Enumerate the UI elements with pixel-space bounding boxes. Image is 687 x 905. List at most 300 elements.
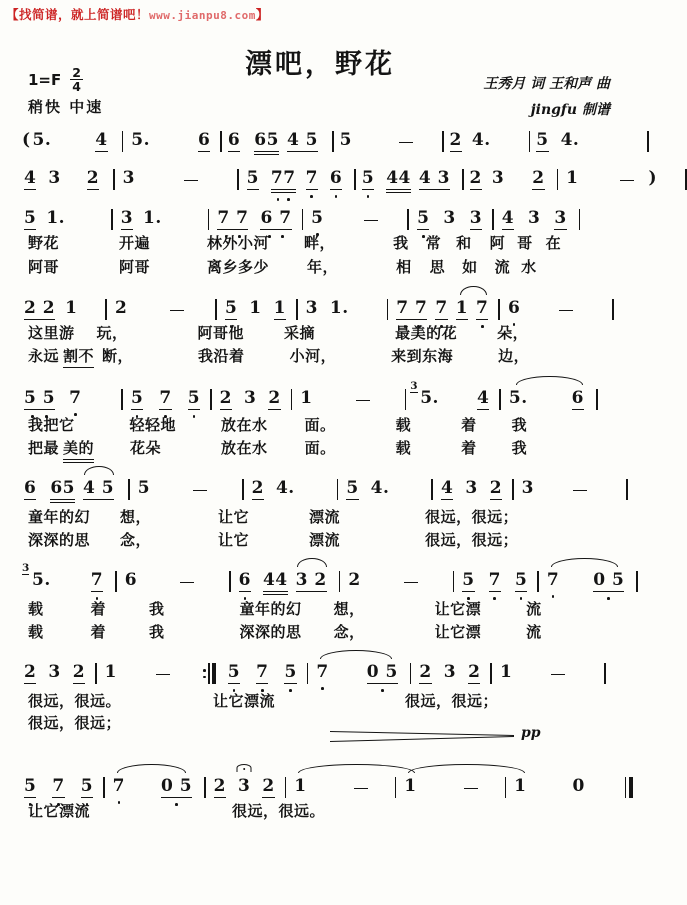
low-octave-dots bbox=[273, 198, 294, 201]
note bbox=[528, 209, 540, 230]
note-text: 5. bbox=[32, 130, 52, 151]
decrescendo-hairpin bbox=[330, 729, 516, 748]
note bbox=[306, 169, 318, 190]
barline bbox=[431, 479, 433, 500]
duration-dash bbox=[619, 171, 635, 190]
lyric-segment: 断， bbox=[102, 347, 134, 365]
music-line-2 bbox=[20, 164, 687, 190]
slur-arc bbox=[117, 764, 186, 773]
note-text: 7 bbox=[69, 388, 82, 409]
note bbox=[316, 663, 328, 684]
lyric-segment: 阿哥他 bbox=[197, 324, 245, 342]
note bbox=[249, 299, 261, 320]
duration-dash bbox=[558, 301, 574, 320]
lyrics-line-8-2 bbox=[20, 712, 121, 735]
note bbox=[450, 131, 462, 152]
duration-dash bbox=[550, 665, 566, 684]
note bbox=[131, 389, 143, 410]
note bbox=[260, 209, 291, 230]
lyric-segment: 深深的思 bbox=[28, 531, 91, 549]
lyrics-line-4-2 bbox=[20, 345, 529, 368]
note-text: 5 bbox=[311, 208, 324, 229]
note bbox=[470, 169, 482, 190]
note bbox=[228, 663, 240, 684]
note-text: 2 bbox=[115, 298, 128, 319]
lyric-segment: 把最 bbox=[28, 439, 60, 457]
note bbox=[417, 209, 429, 230]
note bbox=[330, 299, 349, 320]
note-text: 1 bbox=[104, 662, 117, 683]
barline bbox=[103, 777, 105, 798]
note-text: 2 bbox=[213, 776, 226, 797]
music-line-1 bbox=[20, 126, 649, 152]
duration-dash bbox=[398, 133, 414, 152]
note-text: 4 bbox=[95, 130, 108, 151]
note-text: 2 bbox=[468, 662, 481, 683]
lyric-segment: 童年的幻 bbox=[239, 600, 302, 618]
lyric-segment: 林外小河 bbox=[207, 234, 270, 252]
note-text: 1 bbox=[455, 298, 469, 319]
barline bbox=[229, 571, 231, 592]
note-text: 5 bbox=[137, 478, 151, 499]
music-line-5 bbox=[20, 380, 598, 410]
note-text: 7 7 bbox=[396, 298, 428, 319]
music-line-9 bbox=[20, 772, 633, 798]
lyric-segment: 野花 bbox=[28, 234, 60, 252]
note-text: 77 bbox=[270, 168, 296, 189]
lyric-segment: 让它漂流 bbox=[28, 802, 91, 820]
barline bbox=[337, 479, 339, 500]
note bbox=[91, 571, 103, 592]
note bbox=[593, 571, 624, 592]
note-text: 6 bbox=[227, 130, 241, 151]
barline bbox=[291, 389, 293, 410]
barline bbox=[537, 571, 539, 592]
note bbox=[514, 777, 526, 798]
note-text: 7 bbox=[90, 570, 104, 591]
note-text: 1. bbox=[143, 208, 162, 229]
note-text: 3 bbox=[521, 478, 534, 499]
note bbox=[522, 479, 534, 500]
note-text: 6 7 bbox=[260, 208, 292, 229]
note-text: 0 5 bbox=[366, 662, 398, 683]
note bbox=[472, 131, 491, 152]
time-signature-denominator: 4 bbox=[72, 79, 81, 95]
note bbox=[115, 299, 127, 320]
lyric-segment: 轻轻地 bbox=[129, 416, 177, 434]
note bbox=[396, 299, 427, 320]
barline bbox=[339, 571, 341, 592]
barline bbox=[405, 389, 407, 410]
note-text: 1 bbox=[65, 298, 78, 319]
barline bbox=[122, 131, 124, 152]
note-text: 3 bbox=[491, 168, 505, 189]
note-text: 6 bbox=[329, 168, 343, 189]
barline bbox=[492, 209, 494, 230]
note bbox=[311, 209, 323, 230]
note-text: 5 bbox=[131, 388, 144, 409]
barline bbox=[115, 571, 117, 592]
note-text: 1 bbox=[273, 298, 286, 319]
note-text: 5 bbox=[417, 208, 430, 229]
note-text: 1. bbox=[329, 298, 349, 319]
barline bbox=[529, 131, 531, 152]
lyric-segment: 着 bbox=[461, 439, 477, 457]
watermark-bracket: 】 bbox=[255, 7, 269, 22]
note-text: 1 bbox=[300, 388, 313, 409]
lyric-segment: 很远，很远。 bbox=[232, 802, 326, 820]
barline bbox=[354, 169, 356, 190]
note bbox=[443, 209, 455, 230]
slur-arc bbox=[551, 558, 618, 567]
note-text: 7 bbox=[52, 776, 65, 797]
lyric-segment: 让它漂 bbox=[434, 623, 482, 641]
lyric-segment: 很远，很远； bbox=[405, 692, 499, 710]
lyric-segment: 童年的幻 bbox=[28, 508, 91, 526]
note-text: 5 bbox=[187, 388, 201, 409]
lyric-segment: 相 bbox=[396, 258, 412, 276]
note-text: 5 bbox=[80, 776, 94, 797]
barline bbox=[505, 777, 507, 798]
note-text: 7 bbox=[476, 298, 489, 319]
note bbox=[271, 169, 296, 190]
lyric-segment: 让它 bbox=[218, 531, 250, 549]
note bbox=[105, 663, 117, 684]
lyric-segment: 我沿着 bbox=[198, 347, 245, 365]
lyrics-line-3-1 bbox=[20, 232, 561, 255]
lyric-segment: 深深的思 bbox=[239, 623, 302, 641]
note-text: ( bbox=[22, 130, 31, 151]
duration-dash bbox=[179, 573, 195, 592]
lyric-segment: 年， bbox=[307, 258, 339, 276]
note bbox=[536, 131, 548, 152]
lyric-segment: 流 bbox=[526, 600, 542, 618]
lyric-segment: 让它 bbox=[218, 508, 250, 526]
lyric-segment: 阿哥 bbox=[28, 258, 60, 276]
lyric-segment: 让它漂 bbox=[434, 600, 482, 618]
note-text: 0 bbox=[572, 776, 585, 797]
note-text: 2 bbox=[489, 478, 503, 499]
slur-arc bbox=[298, 764, 415, 773]
note-text: 5. bbox=[508, 388, 528, 409]
note bbox=[404, 777, 416, 798]
note bbox=[444, 663, 456, 684]
note bbox=[362, 169, 374, 190]
note bbox=[244, 389, 256, 410]
barline bbox=[332, 131, 334, 152]
credits-transcriber: jingfu 制谱 bbox=[530, 101, 610, 118]
note-text: 5 bbox=[24, 208, 37, 229]
note-text: 3 bbox=[243, 388, 257, 409]
lyrics-line-6-1 bbox=[20, 506, 518, 529]
barline bbox=[302, 209, 304, 230]
note bbox=[489, 571, 501, 592]
lyric-segment: 花朵 bbox=[130, 439, 162, 457]
note bbox=[386, 169, 411, 190]
note-text: 4. bbox=[370, 478, 390, 499]
lyric-segment: 采摘 bbox=[284, 324, 316, 342]
note bbox=[225, 299, 237, 320]
lyric-segment: 如 bbox=[462, 258, 478, 276]
note bbox=[214, 777, 226, 798]
note-text: 7 bbox=[256, 662, 269, 683]
lyric-segment: 着 bbox=[461, 416, 477, 434]
note bbox=[300, 389, 312, 410]
note bbox=[263, 571, 288, 592]
note-text: 4 bbox=[441, 478, 454, 499]
barline bbox=[204, 777, 206, 798]
note-text: 3 bbox=[554, 208, 567, 229]
note-text: 1 bbox=[404, 776, 417, 797]
note-text: 7 bbox=[546, 570, 560, 591]
note-text: 3 bbox=[120, 208, 134, 229]
lyric-segment: 想， bbox=[333, 600, 365, 618]
note bbox=[254, 131, 279, 152]
note bbox=[371, 479, 390, 500]
note bbox=[462, 571, 474, 592]
barline bbox=[307, 663, 309, 684]
lyrics-line-8-1 bbox=[20, 690, 498, 713]
note-text: 6 bbox=[571, 388, 584, 409]
note bbox=[492, 169, 504, 190]
low-octave-dots bbox=[308, 195, 316, 198]
lyric-segment: 念， bbox=[333, 623, 365, 641]
note-text: 3 bbox=[465, 478, 478, 499]
note bbox=[220, 389, 232, 410]
tempo-marking: 稍快 中速 bbox=[28, 98, 104, 116]
note bbox=[490, 479, 502, 500]
lyric-segment: 很远，很远。 bbox=[28, 692, 122, 710]
note bbox=[33, 131, 52, 152]
note-text: 7 bbox=[488, 570, 501, 591]
note-text: 0 5 bbox=[593, 570, 625, 591]
note-text: 5 bbox=[514, 570, 528, 591]
note-text: 3 2 bbox=[295, 570, 327, 591]
note bbox=[69, 389, 81, 410]
barline bbox=[579, 209, 581, 230]
barline bbox=[121, 389, 123, 410]
lyrics-line-5-1 bbox=[20, 414, 527, 437]
duration-dash bbox=[355, 391, 371, 410]
lyric-segment: 哥 bbox=[517, 234, 533, 252]
barline bbox=[220, 131, 222, 152]
note-text: 44 bbox=[262, 570, 288, 591]
lyric-segment: 我 bbox=[393, 234, 409, 252]
note bbox=[24, 209, 36, 230]
note bbox=[287, 131, 318, 152]
note-text: 6 bbox=[24, 478, 37, 499]
note-text: 4 bbox=[501, 208, 515, 229]
note-text: 5. bbox=[32, 570, 51, 591]
note-text: 5 bbox=[339, 130, 352, 151]
lyric-segment: 玩， bbox=[96, 324, 128, 342]
parenthesis bbox=[22, 131, 31, 152]
lyric-segment: 放在水 bbox=[221, 416, 268, 434]
note bbox=[419, 663, 431, 684]
barline bbox=[685, 169, 687, 190]
note-text: 5 bbox=[536, 130, 549, 151]
lyric-segment: 让它漂流 bbox=[213, 692, 276, 710]
note bbox=[330, 169, 342, 190]
note bbox=[348, 571, 360, 592]
lyric-segment: 想， bbox=[120, 508, 152, 526]
duration-dash bbox=[463, 779, 479, 798]
note bbox=[554, 209, 566, 230]
note-text: ) bbox=[648, 168, 658, 189]
barline bbox=[296, 299, 298, 320]
note bbox=[500, 663, 512, 684]
watermark-text: 【找简谱，就上简谱吧！ bbox=[6, 7, 150, 22]
note-text: 1 bbox=[249, 298, 262, 319]
slur-arc bbox=[297, 558, 327, 567]
low-octave-dots bbox=[332, 195, 340, 198]
note-text: 2 bbox=[262, 776, 275, 797]
lyric-segment: 流 bbox=[494, 258, 511, 276]
barline bbox=[498, 299, 500, 320]
note bbox=[367, 663, 398, 684]
note bbox=[87, 169, 99, 190]
barline bbox=[612, 299, 614, 320]
lyric-segment: 载 bbox=[395, 439, 412, 457]
note bbox=[470, 209, 482, 230]
thick-bar bbox=[629, 777, 633, 798]
note-text: 65 bbox=[50, 478, 76, 499]
note-text: 7 7 bbox=[217, 208, 249, 229]
note-text: 2 bbox=[532, 168, 545, 189]
thin-bar bbox=[625, 777, 627, 798]
note bbox=[566, 169, 578, 190]
lyric-segment: 我把它 bbox=[28, 416, 75, 434]
lyric-segment: 放在水 bbox=[221, 439, 268, 457]
lyric-segment: 畔， bbox=[304, 234, 336, 252]
note-text: 5 bbox=[462, 570, 475, 591]
barline bbox=[410, 663, 412, 684]
lyric-segment: 很远，很远； bbox=[425, 531, 519, 549]
note bbox=[509, 389, 528, 410]
lyric-segment: 水 bbox=[521, 258, 537, 276]
note-text: 3 bbox=[48, 662, 61, 683]
note bbox=[296, 571, 327, 592]
note-text: 7 bbox=[112, 776, 125, 797]
lyrics-line-4-1 bbox=[20, 322, 528, 345]
barline bbox=[407, 209, 409, 230]
slur-arc bbox=[516, 376, 583, 385]
note bbox=[532, 169, 544, 190]
note bbox=[24, 169, 36, 190]
song-title: 漂吧，野花 bbox=[245, 49, 395, 80]
note-text: 65 bbox=[254, 130, 279, 151]
lyric-segment: 边， bbox=[498, 347, 530, 365]
barline bbox=[490, 663, 492, 684]
lyric-segment: 很远，很远； bbox=[425, 508, 519, 526]
note bbox=[274, 299, 286, 320]
watermark-url: www.jianpu8.com bbox=[149, 9, 256, 22]
barline bbox=[237, 169, 239, 190]
lyrics-line-7-1 bbox=[20, 598, 542, 621]
parenthesis bbox=[649, 169, 658, 190]
repeat-dots bbox=[203, 663, 206, 684]
note-text: 3 bbox=[469, 208, 483, 229]
note bbox=[435, 299, 447, 320]
note bbox=[410, 380, 439, 410]
lyric-segment: 着 bbox=[90, 600, 107, 618]
note bbox=[419, 169, 450, 190]
note-text: 3 bbox=[237, 776, 251, 797]
grace-note: 3 bbox=[22, 562, 30, 575]
music-line-7 bbox=[20, 562, 638, 592]
barline bbox=[596, 389, 598, 410]
low-octave-dots bbox=[549, 595, 557, 598]
note bbox=[188, 389, 200, 410]
credits-authors: 王秀月 词 王和声 曲 bbox=[483, 76, 610, 92]
note bbox=[161, 777, 192, 798]
duration-dash bbox=[192, 481, 208, 500]
lyric-segment: 面。 bbox=[304, 439, 336, 457]
note bbox=[515, 571, 527, 592]
music-line-3 bbox=[20, 204, 580, 230]
lyric-segment: 和 bbox=[456, 234, 472, 252]
time-signature bbox=[70, 66, 83, 93]
note bbox=[46, 209, 65, 230]
lyrics-line-3-2 bbox=[20, 256, 537, 279]
barline bbox=[215, 299, 217, 320]
note bbox=[468, 663, 480, 684]
note bbox=[48, 169, 60, 190]
duration-dash bbox=[403, 573, 419, 592]
lyric-segment: 开遍 bbox=[119, 234, 151, 252]
duration-dash bbox=[169, 301, 185, 320]
note-text: 1 bbox=[500, 662, 513, 683]
note bbox=[24, 777, 36, 798]
lyrics-line-5-2 bbox=[20, 437, 527, 460]
time-signature-numerator: 2 bbox=[72, 65, 81, 80]
lyric-segment: 朵， bbox=[497, 324, 529, 342]
note bbox=[65, 299, 77, 320]
note-text: 5 bbox=[24, 776, 37, 797]
note bbox=[294, 777, 306, 798]
note bbox=[284, 663, 296, 684]
note-text: 5 bbox=[246, 168, 259, 189]
key-signature bbox=[28, 66, 83, 93]
note bbox=[508, 299, 520, 320]
lyric-segment: 我 bbox=[149, 623, 165, 641]
barline bbox=[442, 131, 444, 152]
lyrics-line-6-2 bbox=[20, 529, 518, 552]
note-text: 2 bbox=[24, 662, 37, 683]
note-text: 2 bbox=[469, 168, 482, 189]
note bbox=[143, 209, 162, 230]
barline bbox=[636, 571, 638, 592]
note-text: 7 bbox=[305, 168, 318, 189]
duration-dash bbox=[353, 779, 369, 798]
lyric-segment: 很远，很远； bbox=[28, 714, 122, 732]
note bbox=[239, 571, 251, 592]
note-text: 44 bbox=[386, 168, 411, 189]
note-text: 3 bbox=[48, 168, 61, 189]
note-text: 5 bbox=[224, 298, 238, 319]
note-text: 5 bbox=[361, 168, 375, 189]
note-text: 0 5 bbox=[160, 776, 193, 797]
barline bbox=[113, 169, 115, 190]
note-text: 1 bbox=[514, 776, 527, 797]
slur-arc bbox=[320, 650, 392, 659]
note-text: 3 bbox=[122, 168, 135, 189]
note-text: 3 bbox=[443, 662, 457, 683]
music-line-6 bbox=[20, 474, 628, 500]
note bbox=[547, 571, 559, 592]
grace-note: 3 bbox=[410, 380, 418, 393]
lyric-segment: 我 bbox=[511, 439, 528, 457]
